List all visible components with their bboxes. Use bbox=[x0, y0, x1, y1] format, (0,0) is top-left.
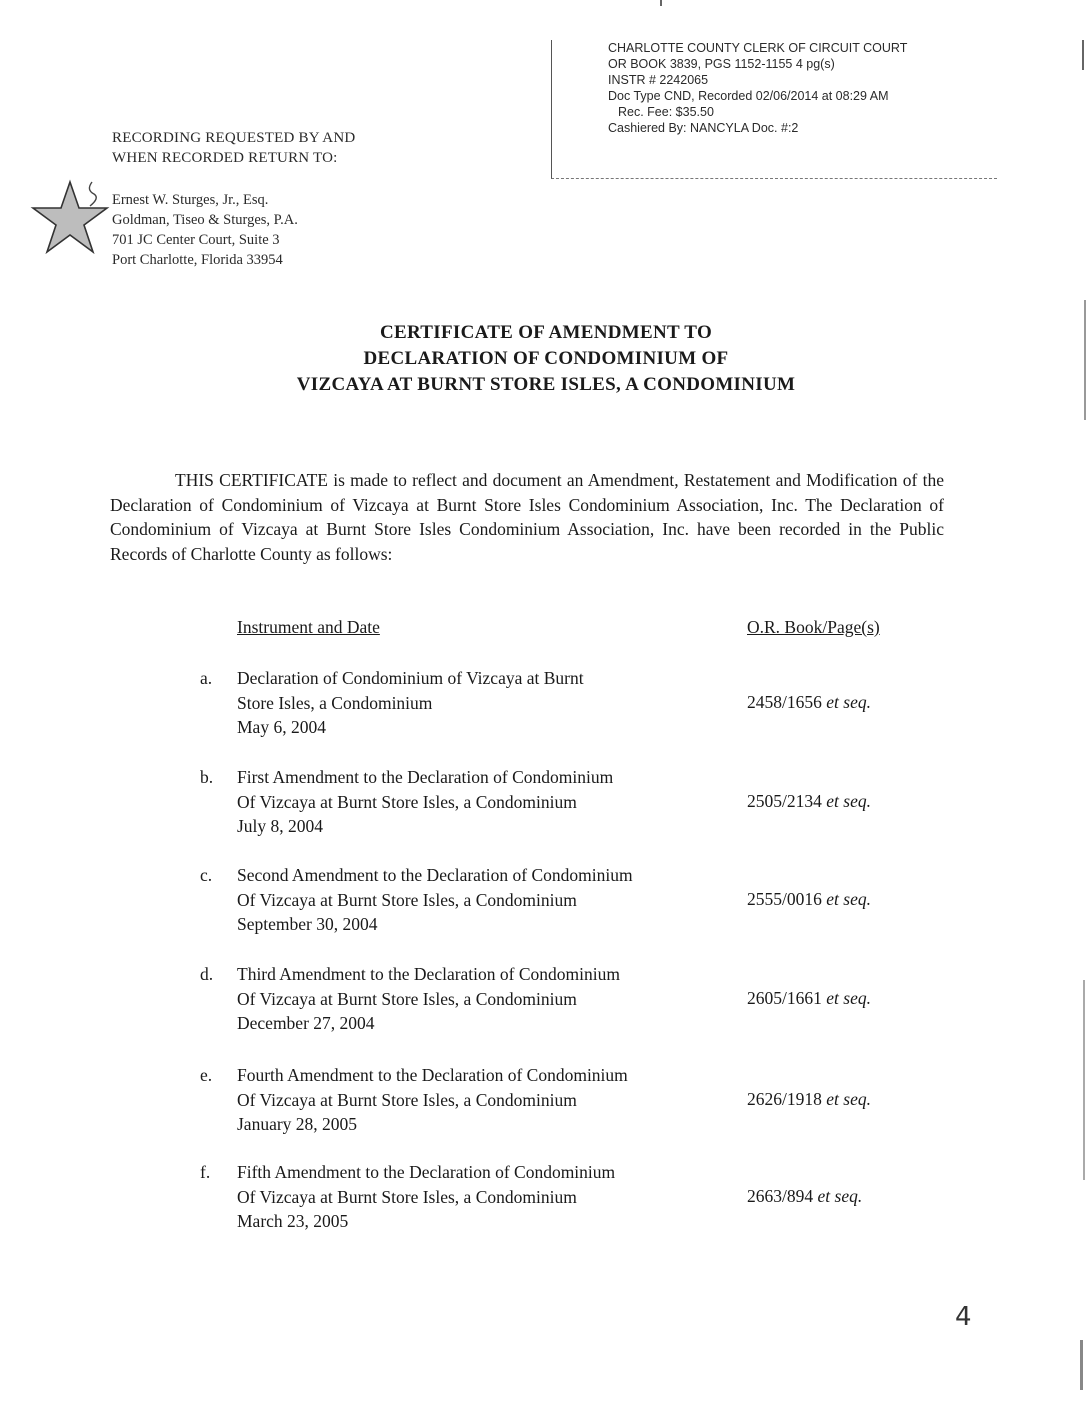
et-seq: et seq. bbox=[826, 1089, 871, 1109]
entry-line: First Amendment to the Declaration of Condominium bbox=[237, 767, 614, 787]
entry-letter: e. bbox=[200, 1065, 213, 1085]
star-stamp-icon bbox=[30, 178, 110, 258]
book-page-number: 2458/1656 bbox=[747, 692, 822, 712]
et-seq: et seq. bbox=[826, 889, 871, 909]
book-page-number: 2663/894 bbox=[747, 1186, 814, 1206]
entry-book-page bbox=[747, 789, 871, 814]
entry-date: January 28, 2005 bbox=[237, 1114, 358, 1134]
entry-line: Of Vizcaya at Burnt Store Isles, a Condominium bbox=[237, 1089, 577, 1110]
stamp-line: Doc Type CND, Recorded 02/06/2014 at 08:29 AM bbox=[608, 89, 889, 103]
entry-book-page bbox=[747, 690, 871, 715]
et-seq: et seq. bbox=[826, 692, 871, 712]
entry-line: Store Isles, a Condominium bbox=[237, 692, 433, 713]
recording-requested bbox=[112, 128, 355, 168]
address-city: Port Charlotte, Florida 33954 bbox=[112, 252, 283, 268]
stamp-line: Rec. Fee: $35.50 bbox=[618, 105, 714, 119]
title-line: CERTIFICATE OF AMENDMENT TO bbox=[379, 322, 713, 343]
entry-line: Fifth Amendment to the Declaration of Condominium bbox=[237, 1162, 616, 1182]
scan-mark bbox=[1083, 980, 1085, 1180]
entry-line: Of Vizcaya at Burnt Store Isles, a Condominium bbox=[237, 1186, 577, 1207]
body-paragraph bbox=[110, 468, 944, 566]
entry-letter: b. bbox=[200, 767, 214, 787]
entry-letter: d. bbox=[200, 964, 214, 984]
entry-line: Of Vizcaya at Burnt Store Isles, a Condominium bbox=[237, 988, 577, 1009]
book-page-number: 2555/0016 bbox=[747, 889, 822, 909]
et-seq: et seq. bbox=[826, 988, 871, 1008]
stamp-line: CHARLOTTE COUNTY CLERK OF CIRCUIT COURT bbox=[608, 41, 908, 55]
scan-mark bbox=[1080, 1340, 1083, 1390]
stamp-line: OR BOOK 3839, PGS 1152-1155 4 pg(s) bbox=[608, 57, 835, 71]
entry-letter: c. bbox=[200, 865, 213, 885]
entry-book-page bbox=[747, 887, 871, 912]
entry-date: September 30, 2004 bbox=[237, 914, 378, 934]
title-line: VIZCAYA AT BURNT STORE ISLES, A CONDOMINIUM bbox=[296, 374, 796, 395]
address-street: 701 JC Center Court, Suite 3 bbox=[112, 232, 280, 248]
entry-line: Fourth Amendment to the Declaration of Condominium bbox=[237, 1065, 628, 1085]
title-line: DECLARATION OF CONDOMINIUM OF bbox=[363, 348, 729, 369]
book-page-number: 2505/2134 bbox=[747, 791, 822, 811]
scan-mark bbox=[1082, 40, 1084, 70]
entry-book-page bbox=[747, 1184, 862, 1209]
entry-book-page bbox=[747, 1087, 871, 1112]
recording-line: RECORDING REQUESTED BY AND bbox=[112, 130, 356, 146]
entry-date: July 8, 2004 bbox=[237, 816, 324, 836]
recording-stamp bbox=[608, 40, 1028, 136]
recording-line: WHEN RECORDED RETURN TO: bbox=[112, 150, 338, 166]
entry-date: March 23, 2005 bbox=[237, 1211, 349, 1231]
book-page-number: 2626/1918 bbox=[747, 1089, 822, 1109]
column-header-instrument: Instrument and Date bbox=[237, 617, 380, 637]
address-firm: Goldman, Tiseo & Sturges, P.A. bbox=[112, 212, 298, 228]
entry-letter: f. bbox=[200, 1162, 211, 1182]
page-marker: 4 bbox=[955, 1302, 972, 1332]
entry-date: December 27, 2004 bbox=[237, 1013, 375, 1033]
entry-line: Third Amendment to the Declaration of Condominium bbox=[237, 964, 620, 984]
et-seq: et seq. bbox=[826, 791, 871, 811]
entry-letter: a. bbox=[200, 668, 213, 688]
entry-date: May 6, 2004 bbox=[237, 717, 326, 737]
entry-book-page bbox=[747, 986, 871, 1011]
document-title bbox=[0, 320, 1092, 398]
entry-line: Declaration of Condominium of Vizcaya at Burnt bbox=[237, 668, 584, 688]
address-name: Ernest W. Sturges, Jr., Esq. bbox=[112, 192, 269, 208]
column-header-book: O.R. Book/Page(s) bbox=[747, 617, 880, 637]
stamp-line: INSTR # 2242065 bbox=[608, 73, 709, 87]
stamp-line: Cashiered By: NANCYLA Doc. #:2 bbox=[608, 121, 799, 135]
book-page-number: 2605/1661 bbox=[747, 988, 822, 1008]
entry-line: Second Amendment to the Declaration of Condominium bbox=[237, 865, 633, 885]
entry-line: Of Vizcaya at Burnt Store Isles, a Condominium bbox=[237, 791, 577, 812]
entry-line: Of Vizcaya at Burnt Store Isles, a Condominium bbox=[237, 889, 577, 910]
paragraph-text: THIS CERTIFICATE is made to reflect and document an Amendment, Restatement and Modification of the Declaration of Condominium of Vizcaya at Burnt Store Isles Condominium Association, Inc. The Declaration of Condominium of Vizcaya at Burnt Store Isles Condominium Association, Inc. have been recorded in the Public Records of Charlotte County as follows: bbox=[110, 470, 944, 564]
return-address bbox=[112, 190, 298, 270]
et-seq: et seq. bbox=[817, 1186, 863, 1206]
scan-mark bbox=[660, 0, 662, 6]
